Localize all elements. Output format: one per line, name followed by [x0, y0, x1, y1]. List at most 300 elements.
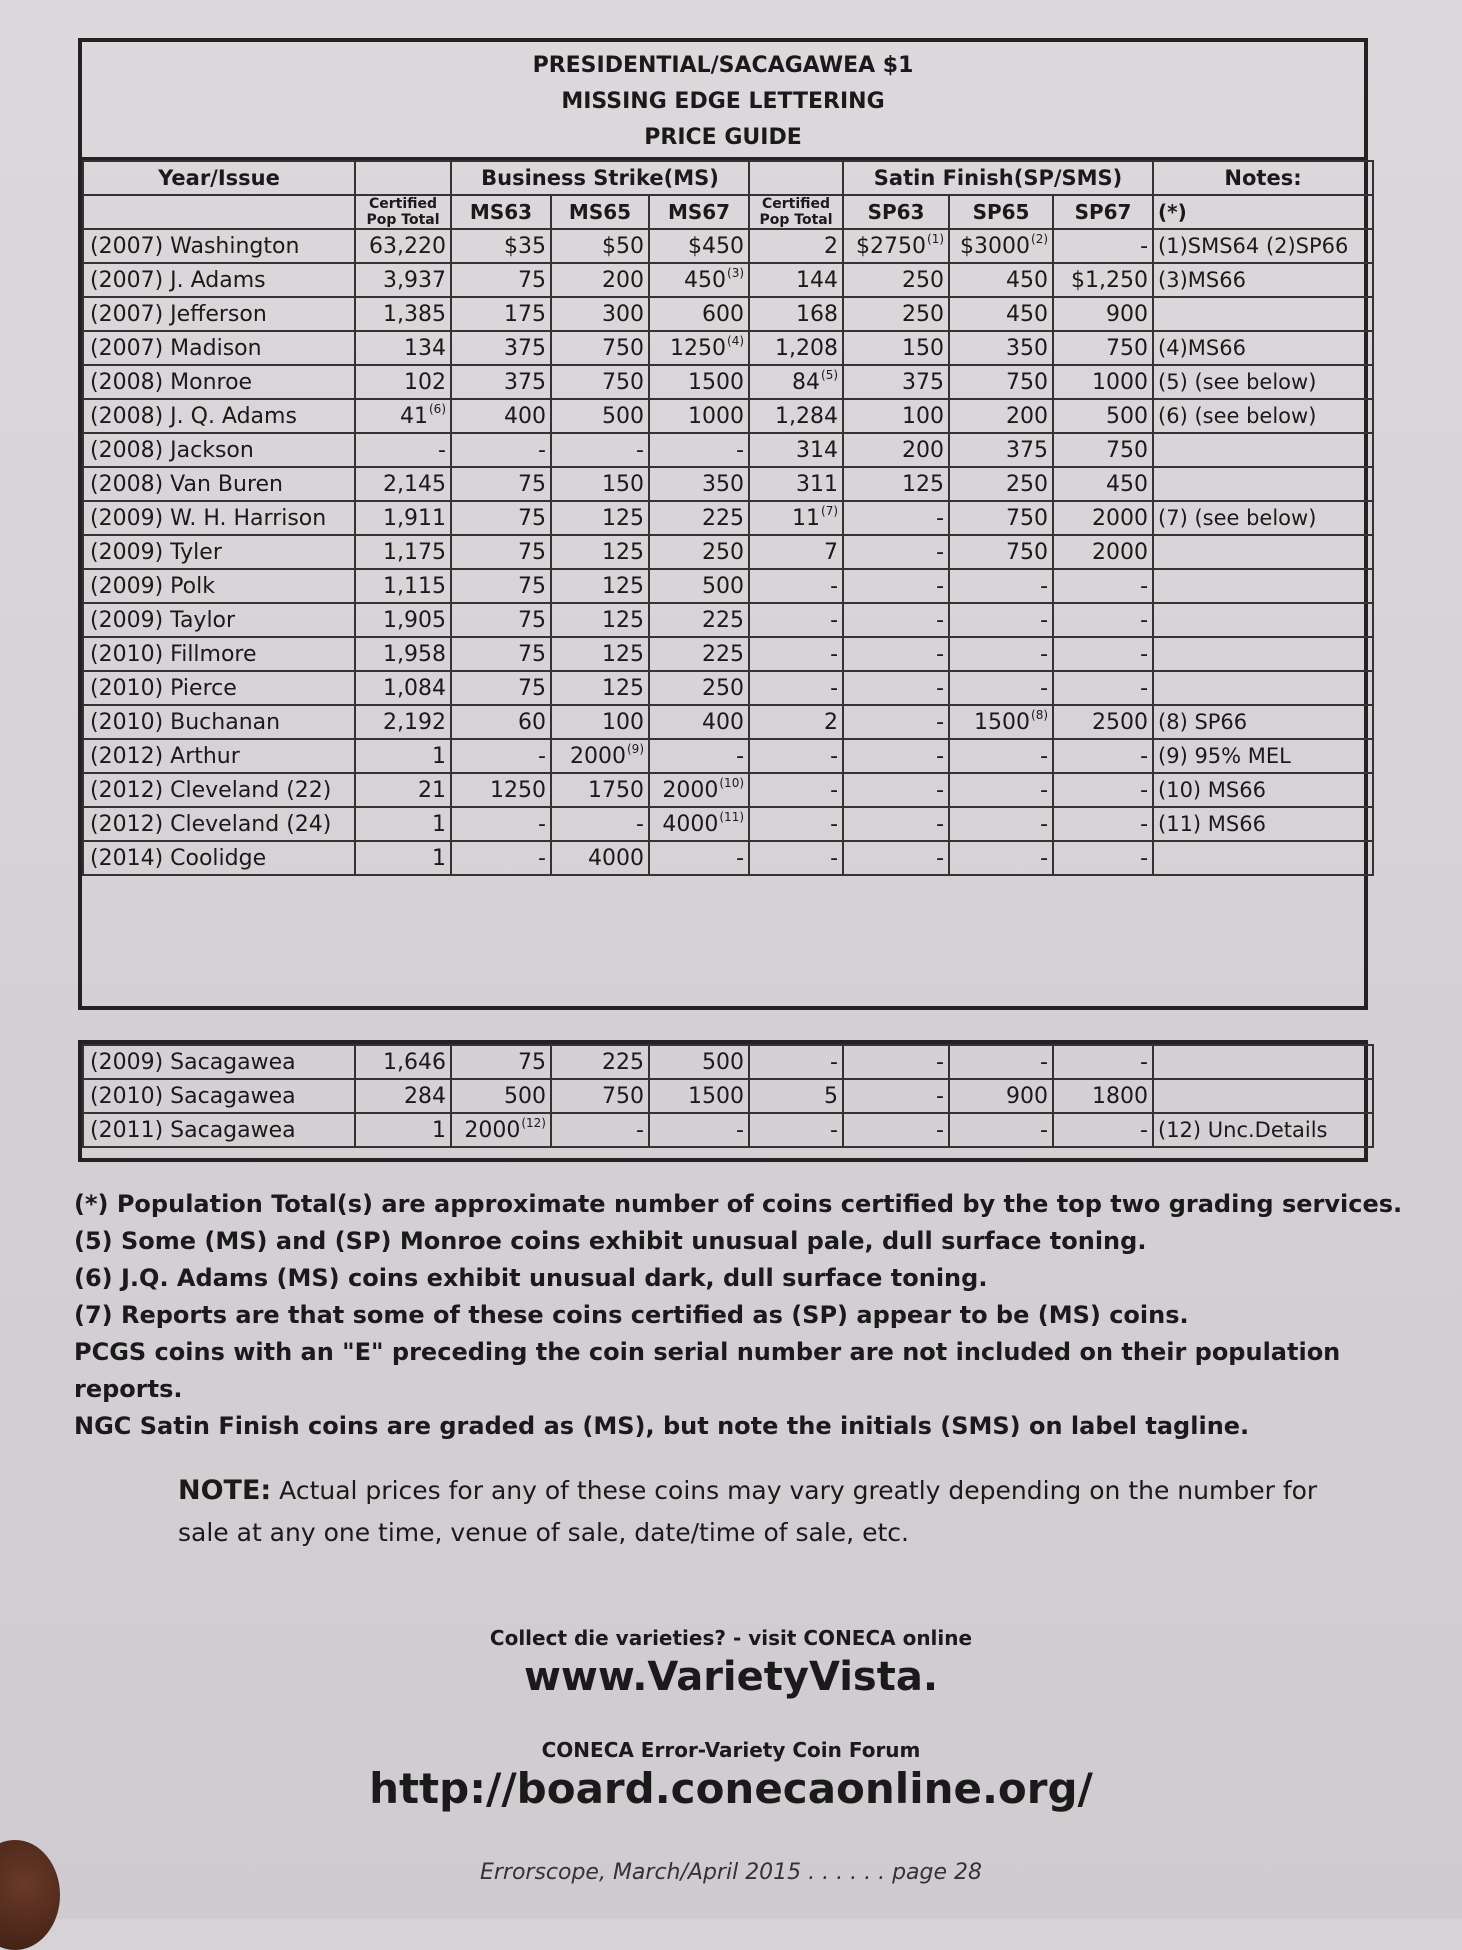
ms63-cell: [451, 1045, 551, 1079]
table-row: [83, 331, 1373, 365]
table-row: [83, 807, 1373, 841]
name-value: (2009) Tyler: [90, 539, 222, 565]
sp67-value: 2500: [1092, 709, 1149, 735]
note-cell: [1153, 637, 1373, 671]
note-cell: [1153, 1045, 1373, 1079]
sp63-cell: [843, 501, 949, 535]
ms67-cell: [649, 535, 749, 569]
sp63-value: 200: [902, 437, 945, 463]
ms67-value: 350: [702, 471, 745, 497]
note-value: (12) Unc.Details: [1158, 1118, 1328, 1142]
name-cell: [83, 637, 355, 671]
name-cell: [83, 535, 355, 569]
name-value: (2007) Madison: [90, 335, 262, 361]
spop-cell: [749, 603, 843, 637]
price-note: [178, 1470, 1328, 1554]
sp63-value: -: [936, 539, 945, 565]
sp67-cell: [1053, 399, 1153, 433]
pop-value: 3,937: [383, 267, 446, 293]
pop-value: 1,646: [383, 1049, 446, 1075]
ms65-value: 225: [602, 1049, 644, 1075]
note-value: (9) 95% MEL: [1158, 744, 1291, 768]
footnote-ref: (1): [927, 231, 945, 246]
name-value: (2011) Sacagawea: [90, 1117, 296, 1143]
ms63-value: 75: [518, 573, 546, 599]
sp67-value: -: [1140, 607, 1149, 633]
sp65-cell: [949, 671, 1053, 705]
sp67-cell: [1053, 1045, 1153, 1079]
ms63-cell: [451, 297, 551, 331]
sp65-value: -: [1040, 1049, 1048, 1075]
name-cell: [83, 1113, 355, 1147]
name-value: (2010) Pierce: [90, 675, 237, 701]
name-cell: [83, 501, 355, 535]
spop-value: 84: [792, 369, 821, 395]
sp67-cell: [1053, 433, 1153, 467]
satin-finish-header: Satin Finish(SP/SMS): [843, 161, 1153, 195]
sp65-cell: [949, 229, 1053, 263]
spop-cell: [749, 1045, 843, 1079]
table-row: [83, 671, 1373, 705]
spop-value: -: [830, 1049, 838, 1075]
sp67-cell: [1053, 297, 1153, 331]
spop-cell: [749, 773, 843, 807]
pop-value: 2,145: [383, 471, 446, 497]
spop-cell: [749, 807, 843, 841]
sp63-cell: [843, 1045, 949, 1079]
name-cell: [83, 331, 355, 365]
sp65-cell: [949, 807, 1053, 841]
varietyvista-link[interactable]: www.VarietyVista.: [523, 1654, 939, 1700]
sp65-value: 900: [1006, 1083, 1048, 1109]
spop-value: 1,284: [775, 403, 839, 429]
ms63-value: 75: [518, 505, 546, 531]
table-row: [83, 433, 1373, 467]
sp63-value: $2750: [856, 233, 927, 259]
sp65-cell: [949, 331, 1053, 365]
ms63-value: 75: [518, 539, 546, 565]
ms65-cell: [551, 637, 649, 671]
ms63-value: 1250: [490, 777, 546, 803]
table-row: [83, 739, 1373, 773]
pop-value: 41: [400, 403, 428, 429]
ms65-value: 125: [602, 641, 644, 667]
spop-value: -: [830, 845, 839, 871]
name-cell: [83, 705, 355, 739]
pop-cell: [355, 603, 451, 637]
sp63-cell: [843, 399, 949, 433]
spop-cell: [749, 535, 843, 569]
ms67-value: 600: [702, 301, 745, 327]
table-row: [83, 399, 1373, 433]
ms65-cell: [551, 1045, 649, 1079]
note-value: (4)MS66: [1158, 336, 1246, 360]
ms67-value: -: [736, 1117, 744, 1143]
ms63-cell: [451, 399, 551, 433]
sp63-value: 100: [902, 403, 945, 429]
sp67-cell: [1053, 569, 1153, 603]
sp67-cell: [1053, 1113, 1153, 1147]
note-cell: [1153, 331, 1373, 365]
sp65-value: 750: [1006, 369, 1049, 395]
sp65-cell: [949, 603, 1053, 637]
sp65-cell: [949, 297, 1053, 331]
sp63-value: -: [936, 675, 945, 701]
table-row: [83, 229, 1373, 263]
sp65-value: -: [1040, 641, 1049, 667]
pop-value: 102: [404, 369, 446, 395]
pop-cell: [355, 569, 451, 603]
ms67-value: $450: [688, 233, 745, 259]
name-cell: [83, 263, 355, 297]
spop-cell: [749, 569, 843, 603]
pop-value: 2,192: [383, 709, 446, 735]
ms63-cell: [451, 637, 551, 671]
sp63-cell: [843, 603, 949, 637]
note-cell: [1153, 399, 1373, 433]
sp67-cell: [1053, 365, 1153, 399]
sp67-cell: [1053, 807, 1153, 841]
ms65-value: 125: [602, 573, 644, 599]
sp65-cell: [949, 263, 1053, 297]
ms63-value: 75: [518, 267, 546, 293]
sp67-value: 1800: [1092, 1083, 1148, 1109]
note-cell: [1153, 263, 1373, 297]
ms67-cell: [649, 705, 749, 739]
sp63-value: -: [936, 811, 945, 837]
sp65-value: 450: [1006, 301, 1049, 327]
ms65-cell: [551, 569, 649, 603]
certified-label: Certified: [761, 196, 831, 212]
pop-cell: [355, 467, 451, 501]
ms63-cell: [451, 331, 551, 365]
ms67-value: 225: [702, 505, 745, 531]
note-cell: [1153, 297, 1373, 331]
ms65-cell: [551, 365, 649, 399]
sp67-value: 750: [1106, 437, 1149, 463]
ms63-cell: [451, 501, 551, 535]
note-cell: [1153, 433, 1373, 467]
sp63-value: -: [936, 641, 945, 667]
ms65-cell: [551, 1079, 649, 1113]
footnote-ref: (10): [719, 775, 745, 790]
footnote-ref: (5): [821, 367, 839, 382]
sp67-value: -: [1140, 811, 1149, 837]
main-grid: [82, 160, 1374, 876]
sp63-cell: [843, 365, 949, 399]
name-cell: [83, 807, 355, 841]
sp63-value: 250: [902, 267, 945, 293]
ms63-cell: [451, 535, 551, 569]
pop-cell: [355, 1113, 451, 1147]
ms65-value: 500: [602, 403, 644, 429]
ms63-cell: [451, 841, 551, 875]
coneca-forum-link[interactable]: http://board.conecaonline.org/: [369, 1764, 1093, 1813]
ms63-value: -: [538, 845, 546, 871]
ms63-value: 400: [504, 403, 546, 429]
title-line-3: PRICE GUIDE: [644, 125, 802, 150]
spop-value: 168: [796, 301, 839, 327]
ms65-cell: [551, 501, 649, 535]
name-cell: [83, 1045, 355, 1079]
ms65-value: $50: [602, 233, 644, 259]
ms65-cell: [551, 297, 649, 331]
spop-value: -: [830, 675, 839, 701]
sp63-cell: [843, 1113, 949, 1147]
table-row: [83, 501, 1373, 535]
sp63-cell: [843, 229, 949, 263]
name-value: (2012) Arthur: [90, 743, 240, 769]
pop-value: 1,958: [383, 641, 446, 667]
ms63-cell: [451, 229, 551, 263]
ms65-cell: [551, 705, 649, 739]
note-cell: [1153, 569, 1373, 603]
blank-header-cell: [83, 195, 355, 229]
ms67-value: -: [736, 437, 745, 463]
note-cell: [1153, 535, 1373, 569]
sp67-cell: [1053, 637, 1153, 671]
name-cell: [83, 433, 355, 467]
pop-total-label: Pop Total: [366, 212, 440, 228]
ms63-value: 60: [518, 709, 546, 735]
ms63-value: 75: [518, 641, 546, 667]
sp67-cell: [1053, 705, 1153, 739]
ms63-cell: [451, 569, 551, 603]
spop-value: -: [830, 1117, 838, 1143]
ms63-cell: [451, 671, 551, 705]
ms67-value: 225: [702, 641, 745, 667]
sp65-value: -: [1040, 845, 1049, 871]
note-value: (10) MS66: [1158, 778, 1266, 802]
sp67-value: $1,250: [1071, 267, 1149, 293]
sp65-value: -: [1040, 777, 1049, 803]
ms65-header: MS65: [551, 195, 649, 229]
footnote-ref: (7): [821, 503, 839, 518]
sp63-cell: [843, 1079, 949, 1113]
name-value: (2007) J. Adams: [90, 267, 266, 293]
footnote-ref: (3): [727, 265, 745, 280]
sp65-value: -: [1040, 811, 1049, 837]
note-cell: [1153, 705, 1373, 739]
pop-cell: [355, 365, 451, 399]
footnote-ref: (11): [719, 809, 745, 824]
footnotes: [74, 1186, 1414, 1445]
ms65-cell: [551, 229, 649, 263]
pop-value: 1,115: [383, 573, 446, 599]
ms65-cell: [551, 841, 649, 875]
table-title: [82, 42, 1364, 160]
ms67-cell: [649, 365, 749, 399]
sp63-cell: [843, 671, 949, 705]
spop-cell: [749, 739, 843, 773]
sp65-cell: [949, 467, 1053, 501]
ms67-value: 1000: [688, 403, 745, 429]
sp65-value: 1500: [974, 709, 1031, 735]
footnote-ref: (4): [727, 333, 745, 348]
ms63-value: 75: [518, 471, 546, 497]
sp63-value: -: [936, 1083, 944, 1109]
ms63-cell: [451, 603, 551, 637]
sp65-value: 350: [1006, 335, 1049, 361]
pop-value: 1: [432, 1117, 446, 1143]
sp63-value: -: [936, 505, 945, 531]
note-label: NOTE:: [178, 1475, 272, 1506]
pop-cell: [355, 229, 451, 263]
ms65-cell: [551, 807, 649, 841]
note-value: (1)SMS64 (2)SP66: [1158, 234, 1349, 258]
sp63-value: -: [936, 1049, 944, 1075]
business-strike-header: Business Strike(MS): [451, 161, 749, 195]
ms63-value: -: [538, 811, 546, 837]
name-value: (2007) Washington: [90, 233, 300, 259]
sp67-value: -: [1140, 641, 1149, 667]
name-value: (2008) Van Buren: [90, 471, 283, 497]
table-row: [83, 1045, 1373, 1079]
sp67-value: 900: [1106, 301, 1149, 327]
ms65-value: 200: [602, 267, 644, 293]
spop-cell: [749, 637, 843, 671]
table-row: [83, 1113, 1373, 1147]
ms63-value: -: [538, 437, 546, 463]
pop-cell: [355, 1079, 451, 1113]
sp63-cell: [843, 569, 949, 603]
pop-cell: [355, 263, 451, 297]
pop-value: -: [438, 437, 446, 463]
ms67-value: -: [736, 845, 745, 871]
pop-value: 1,905: [383, 607, 446, 633]
sp65-value: -: [1040, 675, 1049, 701]
note-value: (7) (see below): [1158, 506, 1317, 530]
ms65-value: 100: [602, 709, 644, 735]
sp65-cell: [949, 1113, 1053, 1147]
ms67-value: 1500: [688, 1083, 744, 1109]
sacagawea-table: [78, 1040, 1368, 1162]
ms67-cell: [649, 1113, 749, 1147]
footnote: PCGS coins with an "E" preceding the coin serial number are not included on their population reports.: [74, 1338, 1341, 1403]
ms67-value: 250: [702, 675, 745, 701]
ms65-value: 150: [602, 471, 644, 497]
sp63-value: -: [936, 1117, 944, 1143]
note-cell: [1153, 365, 1373, 399]
name-value: (2012) Cleveland (24): [90, 811, 332, 837]
ms67-cell: [649, 1079, 749, 1113]
footnote-ref: (9): [627, 741, 644, 756]
ms63-value: 75: [518, 607, 546, 633]
table-row: [83, 297, 1373, 331]
note-value: (8) SP66: [1158, 710, 1248, 734]
name-value: (2014) Coolidge: [90, 845, 267, 871]
spop-value: -: [830, 573, 839, 599]
spop-cell: [749, 263, 843, 297]
ms67-cell: [649, 569, 749, 603]
ms67-value: 500: [702, 573, 745, 599]
ms65-value: 125: [602, 607, 644, 633]
ms63-cell: [451, 705, 551, 739]
sp67-cell: [1053, 773, 1153, 807]
ms67-cell: [649, 399, 749, 433]
table-row: [83, 467, 1373, 501]
promo-line-3: CONECA Error-Variety Coin Forum: [541, 1738, 921, 1762]
sp67-value: -: [1140, 845, 1149, 871]
note-value: (3)MS66: [1158, 268, 1246, 292]
ms67-cell: [649, 433, 749, 467]
spop-cell: [749, 331, 843, 365]
sp63-value: -: [936, 777, 945, 803]
ms67-cell: [649, 263, 749, 297]
pop-value: 63,220: [369, 233, 446, 259]
ms65-value: 125: [602, 675, 644, 701]
pop-value: 1,084: [383, 675, 446, 701]
price-guide-table: [78, 38, 1368, 1010]
pop-cell: [355, 501, 451, 535]
sp63-value: 375: [902, 369, 945, 395]
sp63-value: 125: [902, 471, 945, 497]
name-value: (2010) Sacagawea: [90, 1083, 296, 1109]
footnote-ref: (8): [1031, 707, 1049, 722]
sp65-cell: [949, 773, 1053, 807]
sp65-value: 250: [1006, 471, 1049, 497]
ms63-header: MS63: [451, 195, 551, 229]
ms65-cell: [551, 603, 649, 637]
sp63-cell: [843, 433, 949, 467]
ms67-value: 4000: [662, 811, 719, 837]
ms67-value: 225: [702, 607, 745, 633]
ms63-value: 75: [518, 675, 546, 701]
pop-value: 284: [404, 1083, 446, 1109]
sp63-header: SP63: [843, 195, 949, 229]
pop-value: 1,911: [383, 505, 446, 531]
ms67-value: 400: [702, 709, 745, 735]
note-value: (6) (see below): [1158, 404, 1317, 428]
sp65-value: -: [1040, 607, 1049, 633]
sp65-value: 750: [1006, 505, 1049, 531]
pop-value: 1,385: [383, 301, 446, 327]
sp67-value: -: [1140, 1049, 1148, 1075]
sp67-cell: [1053, 467, 1153, 501]
sp65-value: -: [1040, 743, 1049, 769]
ms65-cell: [551, 535, 649, 569]
ms63-cell: [451, 467, 551, 501]
name-value: (2012) Cleveland (22): [90, 777, 332, 803]
pop-value: 21: [418, 777, 446, 803]
spop-value: -: [830, 777, 839, 803]
sp65-cell: [949, 501, 1053, 535]
ms67-value: 500: [702, 1049, 744, 1075]
pop-cell: [355, 671, 451, 705]
spop-cell: [749, 841, 843, 875]
note-cell: [1153, 841, 1373, 875]
note-value: (11) MS66: [1158, 812, 1266, 836]
sp63-cell: [843, 297, 949, 331]
ms65-value: 125: [602, 539, 644, 565]
certified-label: Certified: [368, 196, 438, 212]
ms65-cell: [551, 263, 649, 297]
name-value: (2008) Monroe: [90, 369, 253, 395]
sp65-cell: [949, 705, 1053, 739]
name-value: (2008) Jackson: [90, 437, 254, 463]
sp67-cell: [1053, 229, 1153, 263]
name-value: (2007) Jefferson: [90, 301, 267, 327]
ms65-cell: [551, 399, 649, 433]
ms67-cell: [649, 739, 749, 773]
sp67-value: 750: [1106, 335, 1149, 361]
footnote-ref: (6): [429, 401, 446, 416]
ms67-cell: [649, 331, 749, 365]
ms63-cell: [451, 1079, 551, 1113]
footnote: (6) J.Q. Adams (MS) coins exhibit unusual dark, dull surface toning.: [74, 1264, 988, 1292]
sp63-value: -: [936, 743, 945, 769]
ms67-value: -: [736, 743, 745, 769]
